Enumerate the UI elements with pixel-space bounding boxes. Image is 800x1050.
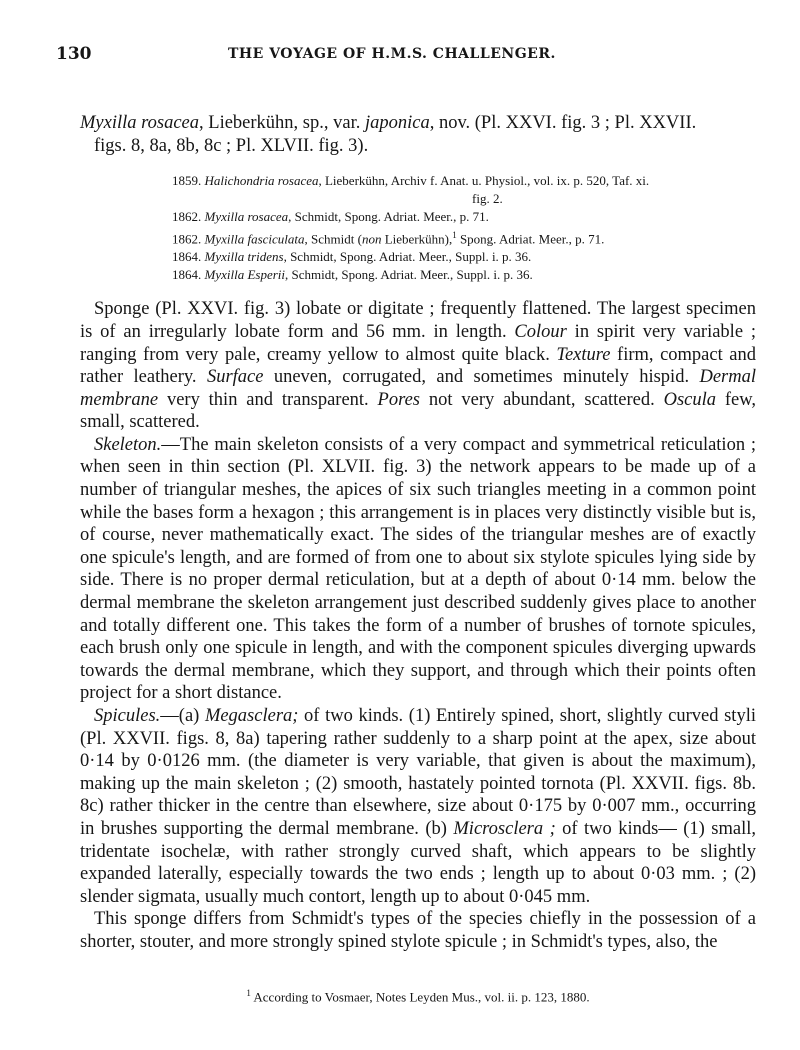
species-variety: japonica [364, 113, 430, 133]
skeleton-paragraph: Skeleton.—The main skeleton consists of a very compact and symmetrical reticulation ; when seen in thin section (Pl. XLVII. fig. 3) the network appears to be made up of a number of triangular meshes, the apices of six such triangles meeting in a common point while the bases form a hexagon ; this arrangement is in places very distinctly visible but is, of course, never mathematically exact. The sides of the triangular meshes are of exactly one spicule's length, and are formed of from one to about six stylote spicules lying side by side. There is no proper dermal reticulation, but at a depth of about 0·14 mm. below the dermal membrane the skeleton arrangement just described suddenly gives place to another and totally different one. This takes the form of a number of brushes of tornote spicules, each brush only one spicule in length, and with the component spicules diverging upwards towards the dermal membrane, which they support, and through which their points often project for a short distance. [80, 434, 756, 704]
synonymy-list [172, 172, 756, 284]
synonym-entry: 1862. Myxilla fasciculata, Schmidt (non Lieberkühn),$^1$ Spong. Adriat. Meer., p. 71. [172, 230, 605, 247]
synonym-entry: 1864. Myxilla Esperii, Schmidt, Spong. Adriat. Meer., Suppl. i. p. 36. [172, 267, 533, 283]
page-content [80, 112, 756, 954]
synonym-entry: 1862. Myxilla rosacea, Schmidt, Spong. Adriat. Meer., p. 71. [172, 209, 489, 224]
footnote: $^1$ According to Vosmaer, Notes Leyden Mus., vol. ii. p. 123, 1880. [246, 988, 590, 1005]
synonym-entry: 1864. Myxilla tridens, Schmidt, Spong. Adriat. Meer., Suppl. i. p. 36. [172, 249, 532, 265]
spicules-paragraph: Spicules.—(a) Megasclera; of two kinds. (1) Entirely spined, short, slightly curved styli (Pl. XXVII. figs. 8, 8a) tapering rather suddenly to a sharp point at the apex, size about 0·14 by 0·0126 mm. (the diameter is very variable, that given is about the maximum), making up the main skeleton ; (2) smooth, hastately pointed tornota (Pl. XXVII. figs. 8b. 8c) rather thicker in the centre than elsewhere, size about 0·175 by 0·007 mm., occurring in brushes supporting the dermal membrane. (b) Microsclera ; of two kinds— (1) small, tridentate isochelæ, with rather strongly curved shaft, which appears to be slightly expanded laterally, especially towards the two ends ; length up to about 0·03 mm. ; (2) slender sigmata, usually much contort, length up to about 0·045 mm. [80, 706, 756, 907]
comparison-paragraph: This sponge differs from Schmidt's types of the species chiefly in the possession of a shorter, stouter, and more strongly spined stylote spicule ; in Schmidt's types, also, the [80, 909, 756, 952]
species-name: Myxilla rosacea [80, 113, 200, 133]
synonym-entry: 1859. Halichondria rosacea, Lieberkühn, Archiv f. Anat. u. Physiol., vol. ix. p. 520, Taf. xi. fig. 2. [172, 173, 650, 206]
description-paragraph: Sponge (Pl. XXVI. fig. 3) lobate or digitate ; frequently flattened. The largest specimen is of an irregularly lobate form and 56 mm. in length. Colour in spirit very variable ; ranging from very pale, creamy yellow to almost quite black. Texture firm, compact and rather leathery. Surface uneven, corrugated, and sometimes minutely hispid. Dermal membrane very thin and transparent. Pores not very abundant, scattered. Oscula few, small, scattered. [80, 299, 757, 433]
species-heading: Myxilla rosacea, Lieberkühn, sp., var. japonica, nov. (Pl. XXVI. fig. 3 ; Pl. XXVII. figs. 8, 8a, 8b, 8c ; Pl. XLVII. fig. 3). [80, 112, 756, 158]
page-number: 130 [56, 44, 92, 64]
running-title: THE VOYAGE OF H.M.S. CHALLENGER. [228, 46, 556, 62]
species-heading-line2: figs. 8, 8a, 8b, 8c ; Pl. XLVII. fig. 3). [94, 136, 369, 156]
footnote-marker: 1 [452, 230, 457, 240]
page-header [56, 44, 756, 68]
